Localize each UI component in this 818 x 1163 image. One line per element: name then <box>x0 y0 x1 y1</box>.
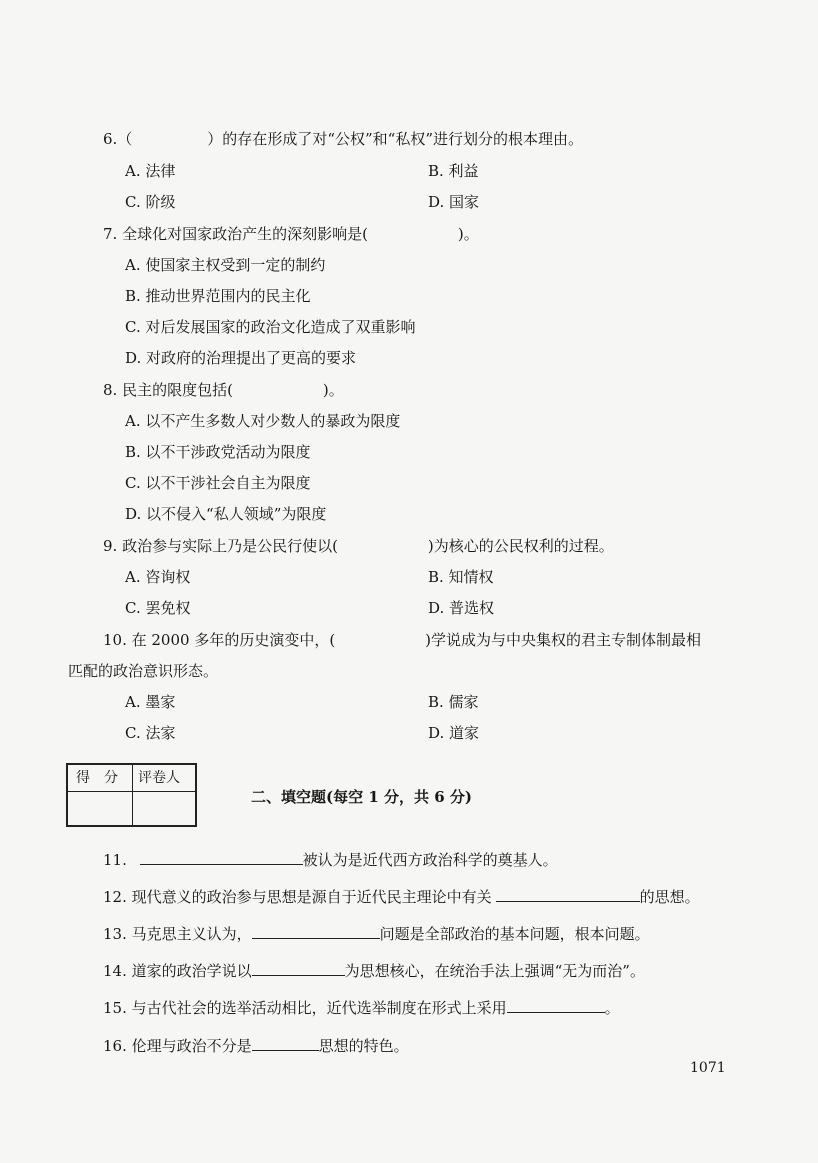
q10-option-b: B. 儒家 <box>428 693 479 711</box>
q6-option-b: B. 利益 <box>428 162 479 180</box>
fill-q11-pre: 11. <box>103 851 127 869</box>
fill-q16 <box>103 1035 409 1056</box>
q7-stem: 7. 全球化对国家政治产生的深刻影响是( )。 <box>103 225 479 243</box>
q7-option-a: A. 使国家主权受到一定的制约 <box>125 256 326 274</box>
fill-q15 <box>103 997 620 1018</box>
q8-option-c: C. 以不干涉社会自主为限度 <box>125 474 311 492</box>
fill-q13-blank[interactable] <box>252 923 380 939</box>
fill-q14-pre: 14. 道家的政治学说以 <box>103 962 252 980</box>
fill-q12-pre: 12. 现代意义的政治参与思想是源自于近代民主理论中有关 <box>103 888 492 906</box>
fill-q15-pre: 15. 与古代社会的选举活动相比，近代选举制度在形式上采用 <box>103 999 507 1017</box>
fill-q16-blank[interactable] <box>252 1035 319 1051</box>
q6-stem: 6.（ ）的存在形成了对“公权”和“私权”进行划分的根本理由。 <box>103 130 583 148</box>
q10-option-c: C. 法家 <box>125 724 176 742</box>
fill-q11 <box>103 849 558 870</box>
fill-q13 <box>103 923 650 944</box>
score-label: 得 分 <box>76 770 118 786</box>
q9-option-b: B. 知情权 <box>428 568 494 586</box>
score-box <box>66 763 197 827</box>
q7-option-c: C. 对后发展国家的政治文化造成了双重影响 <box>125 318 416 336</box>
fill-q13-pre: 13. 马克思主义认为， <box>103 925 252 943</box>
q10-option-d: D. 道家 <box>428 724 480 742</box>
fill-q11-blank[interactable] <box>140 849 303 865</box>
q6-option-c: C. 阶级 <box>125 193 176 211</box>
fill-q11-post: 被认为是近代西方政治科学的奠基人。 <box>302 851 558 869</box>
q8-option-b: B. 以不干涉政党活动为限度 <box>125 443 311 461</box>
fill-q14 <box>103 960 645 981</box>
q9-option-c: C. 罢免权 <box>125 599 191 617</box>
fill-q15-blank[interactable] <box>507 997 605 1013</box>
fill-q14-blank[interactable] <box>252 960 345 976</box>
q6-option-d: D. 国家 <box>428 193 480 211</box>
page-number: 1071 <box>690 1060 726 1076</box>
section2-title: 二、填空题(每空 1 分，共 6 分) <box>251 788 472 806</box>
fill-q12 <box>103 886 700 907</box>
q9-option-a: A. 咨询权 <box>125 568 191 586</box>
fill-q14-post: 为思想核心，在统治手法上强调“无为而治”。 <box>344 962 645 980</box>
fill-q12-blank[interactable] <box>496 886 640 902</box>
fill-q16-pre: 16. 伦理与政治不分是 <box>103 1037 252 1055</box>
q7-option-d: D. 对政府的治理提出了更高的要求 <box>125 349 357 367</box>
fill-q16-post: 思想的特色。 <box>318 1037 409 1055</box>
fill-q13-post: 问题是全部政治的基本问题，根本问题。 <box>379 925 650 943</box>
q6-option-a: A. 法律 <box>125 162 176 180</box>
q10-option-a: A. 墨家 <box>125 693 176 711</box>
grader-label: 评卷人 <box>138 770 180 786</box>
q8-option-a: A. 以不产生多数人对少数人的暴政为限度 <box>125 412 401 430</box>
q7-option-b: B. 推动世界范围内的民主化 <box>125 287 311 305</box>
q9-option-d: D. 普选权 <box>428 599 495 617</box>
q10-stem-line1: 10. 在 2000 多年的历史演变中，( )学说成为与中央集权的君主专制体制最相 <box>103 631 702 649</box>
fill-q12-post: 的思想。 <box>639 888 700 906</box>
q8-stem: 8. 民主的限度包括( )。 <box>103 381 344 399</box>
fill-q15-post: 。 <box>604 999 620 1017</box>
q8-option-d: D. 以不侵入“私人领域”为限度 <box>125 505 327 523</box>
q10-stem-line2: 匹配的政治意识形态。 <box>68 662 219 680</box>
q9-stem: 9. 政治参与实际上乃是公民行使以( )为核心的公民权利的过程。 <box>103 537 614 555</box>
